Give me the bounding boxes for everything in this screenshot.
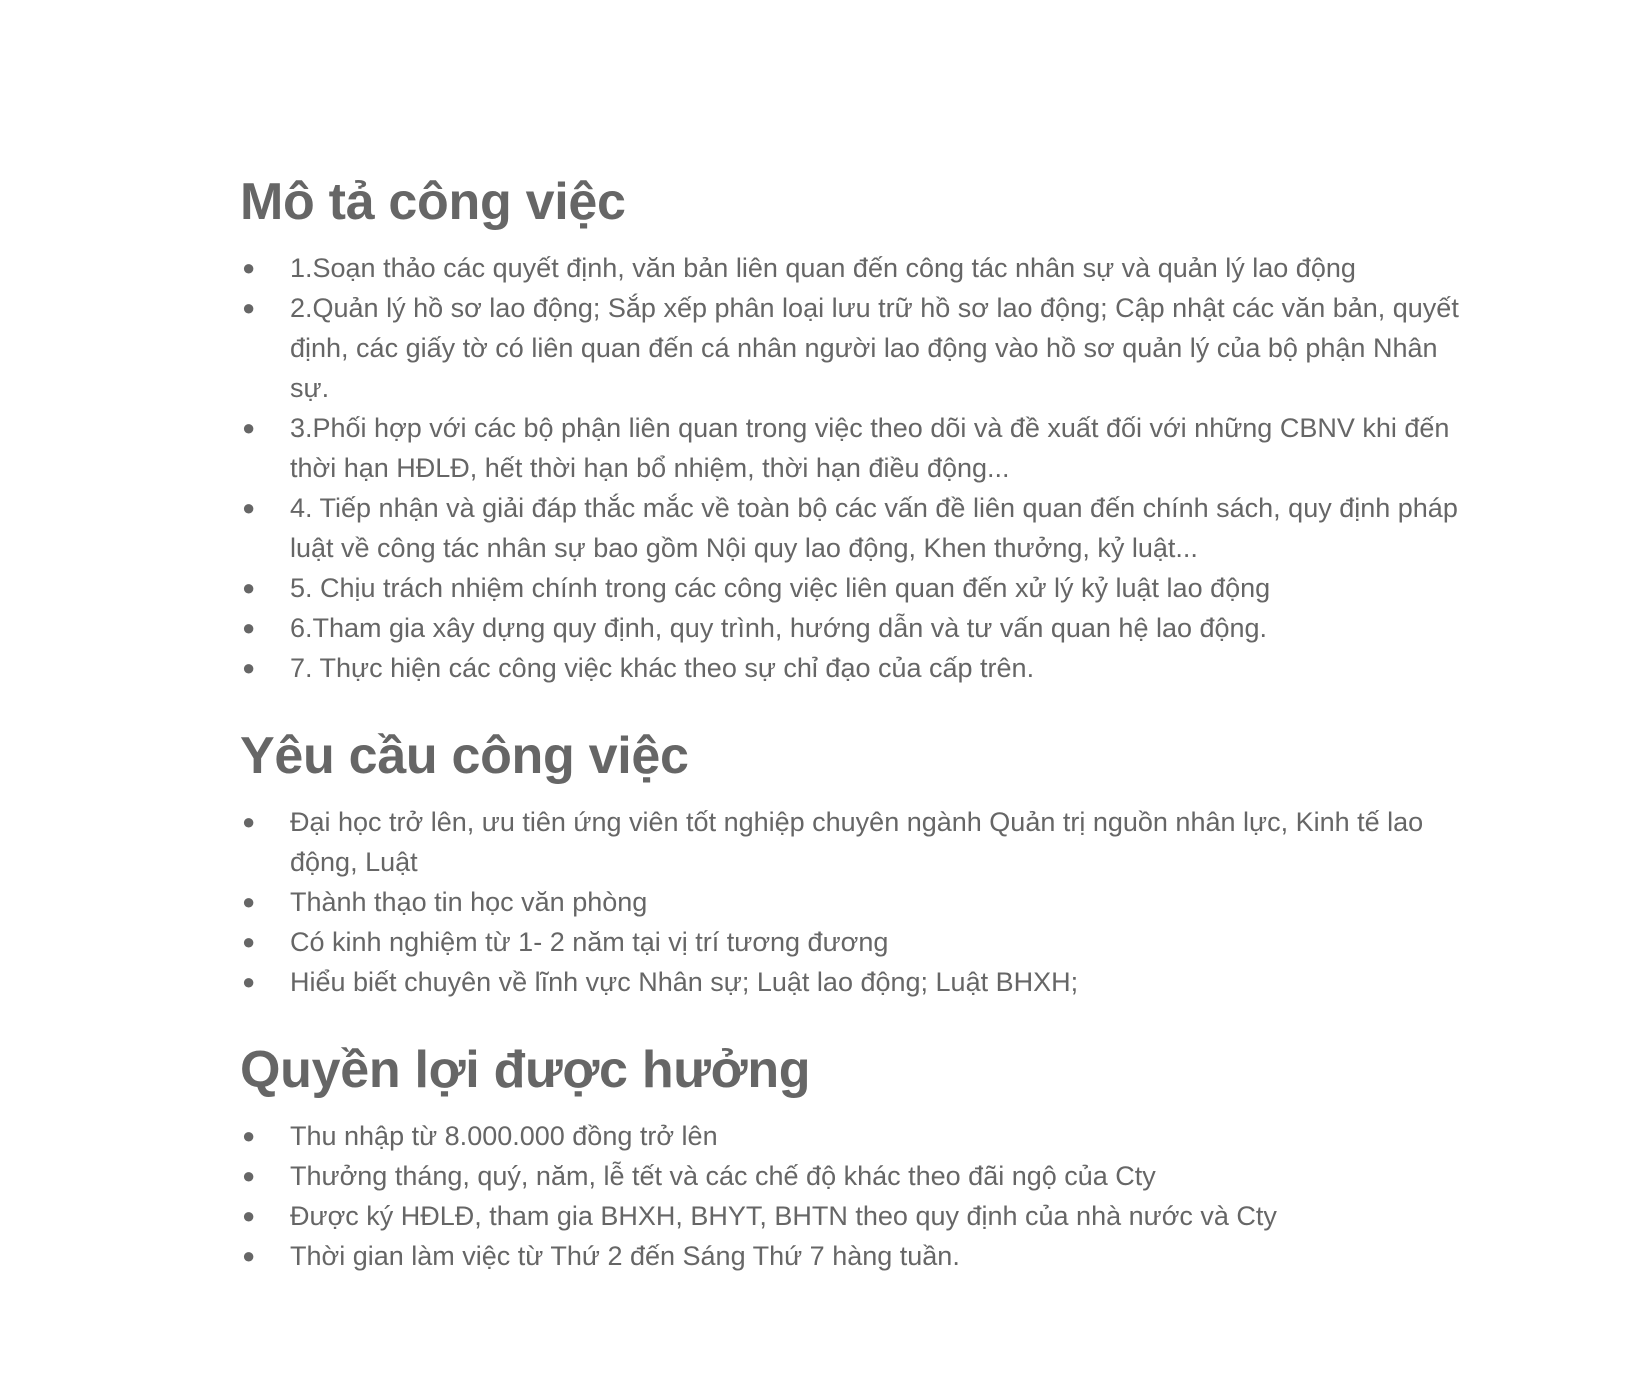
section-heading: Mô tả công việc (240, 173, 626, 231)
bullet-list (240, 1116, 1470, 1276)
list-item-text: Hiểu biết chuyên về lĩnh vực Nhân sự; Luật lao động; Luật BHXH; (290, 967, 1079, 997)
list-item (240, 1236, 1470, 1276)
section-job-requirements (240, 724, 1470, 1002)
list-item-text: 6.Tham gia xây dựng quy định, quy trình, hướng dẫn và tư vấn quan hệ lao động. (290, 613, 1268, 643)
bullet-icon: ● (242, 575, 256, 600)
list-item-text: Thành thạo tin học văn phòng (290, 887, 648, 917)
bullet-icon: ● (242, 889, 256, 914)
list-item-text: Thưởng tháng, quý, năm, lễ tết và các chế độ khác theo đãi ngộ của Cty (290, 1161, 1156, 1191)
list-item-text: 5. Chịu trách nhiệm chính trong các công việc liên quan đến xử lý kỷ luật lao động (290, 573, 1271, 603)
list-item (240, 568, 1470, 608)
list-item (240, 1156, 1470, 1196)
bullet-icon: ● (242, 495, 256, 520)
list-item-text: Đại học trở lên, ưu tiên ứng viên tốt nghiệp chuyên ngành Quản trị nguồn nhân lực, Kinh tế lao động, Luật (290, 807, 1424, 877)
bullet-icon: ● (242, 969, 256, 994)
list-item-text: 1.Soạn thảo các quyết định, văn bản liên quan đến công tác nhân sự và quản lý lao động (290, 253, 1356, 283)
bullet-icon: ● (242, 1163, 256, 1188)
bullet-icon: ● (242, 255, 256, 280)
list-item (240, 488, 1470, 568)
list-item-text: Có kinh nghiệm từ 1- 2 năm tại vị trí tương đương (290, 927, 889, 957)
bullet-icon: ● (242, 1243, 256, 1268)
list-item (240, 288, 1470, 408)
bullet-icon: ● (242, 295, 256, 320)
section-benefits (240, 1038, 1470, 1276)
section-job-description (240, 170, 1470, 688)
bullet-list (240, 802, 1470, 1002)
bullet-icon: ● (242, 1203, 256, 1228)
list-item (240, 1116, 1470, 1156)
list-item (240, 408, 1470, 488)
list-item-text: 4. Tiếp nhận và giải đáp thắc mắc về toàn bộ các vấn đề liên quan đến chính sách, quy định pháp luật về công tác nhân sự bao gồm Nội quy lao động, Khen thưởng, kỷ luật... (290, 493, 1458, 563)
list-item (240, 802, 1470, 882)
list-item (240, 248, 1470, 288)
bullet-icon: ● (242, 1123, 256, 1148)
list-item (240, 648, 1470, 688)
list-item (240, 922, 1470, 962)
section-heading: Yêu cầu công việc (240, 727, 689, 785)
list-item (240, 882, 1470, 922)
list-item (240, 962, 1470, 1002)
bullet-list (240, 248, 1470, 688)
list-item-text: Thu nhập từ 8.000.000 đồng trở lên (290, 1121, 718, 1151)
bullet-icon: ● (242, 929, 256, 954)
document-page (240, 170, 1470, 1276)
list-item-text: 3.Phối hợp với các bộ phận liên quan trong việc theo dõi và đề xuất đối với những CBNV khi đến thời hạn HĐLĐ, hết thời hạn bổ nhiệm, thời hạn điều động... (290, 413, 1450, 483)
section-heading: Quyền lợi được hưởng (240, 1041, 811, 1099)
bullet-icon: ● (242, 809, 256, 834)
bullet-icon: ● (242, 655, 256, 680)
list-item-text: Được ký HĐLĐ, tham gia BHXH, BHYT, BHTN theo quy định của nhà nước và Cty (290, 1201, 1277, 1231)
list-item-text: 2.Quản lý hồ sơ lao động; Sắp xếp phân loại lưu trữ hồ sơ lao động; Cập nhật các văn bản, quyết định, các giấy tờ có liên quan đến cá nhân người lao động vào hồ sơ quản lý của bộ phận Nhân sự. (290, 293, 1459, 403)
list-item (240, 1196, 1470, 1236)
list-item-text: 7. Thực hiện các công việc khác theo sự chỉ đạo của cấp trên. (290, 653, 1035, 683)
bullet-icon: ● (242, 615, 256, 640)
bullet-icon: ● (242, 415, 256, 440)
list-item-text: Thời gian làm việc từ Thứ 2 đến Sáng Thứ 7 hàng tuần. (290, 1241, 960, 1271)
list-item (240, 608, 1470, 648)
